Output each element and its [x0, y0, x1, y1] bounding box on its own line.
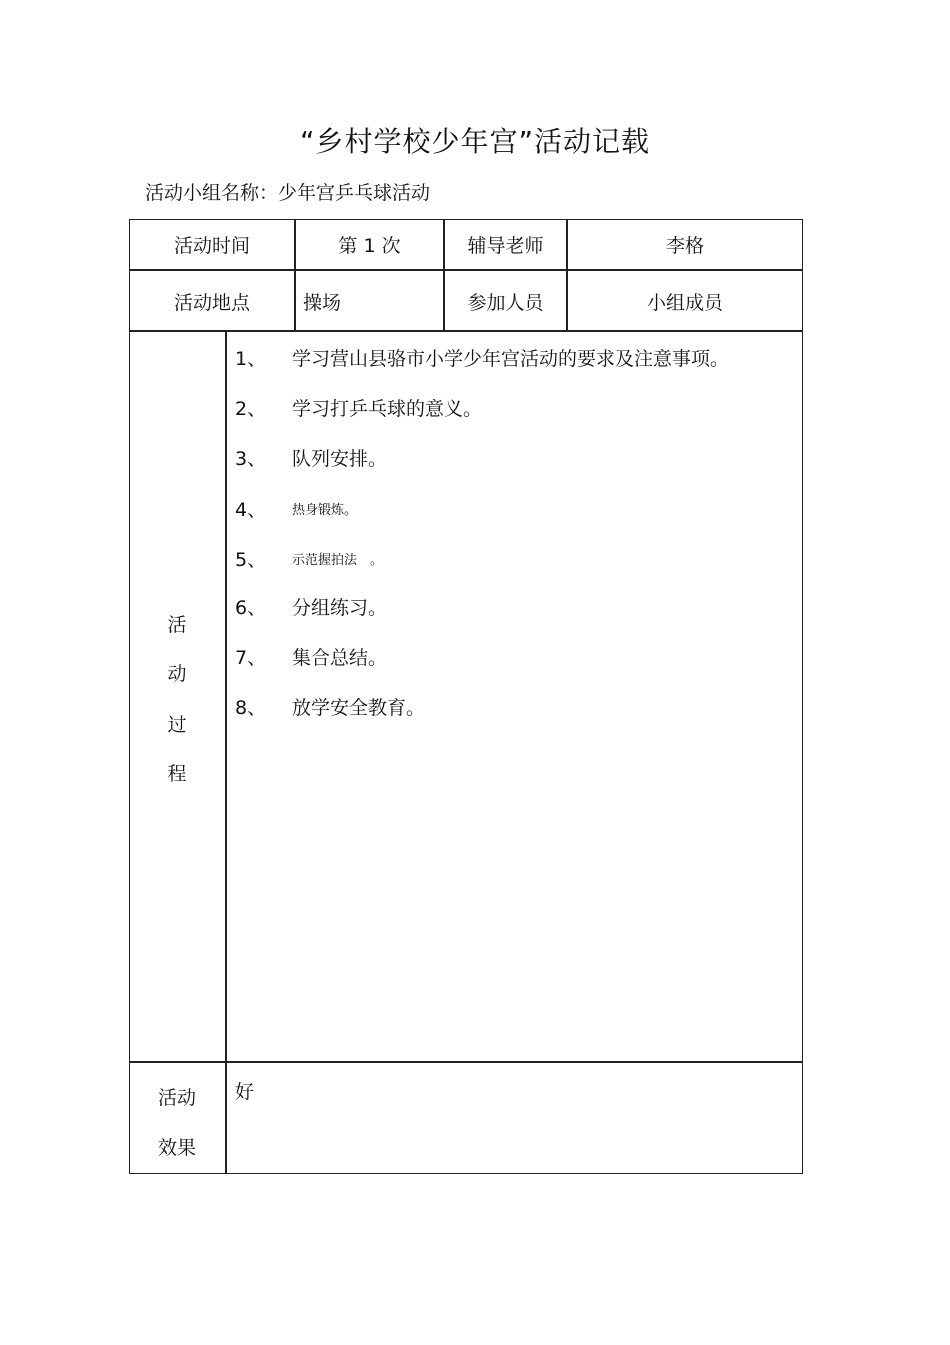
process-label-char-2: 动: [167, 663, 187, 685]
effect-label-line-2: 效果: [157, 1137, 196, 1159]
process-item-text: 示范握拍法 。: [292, 553, 384, 568]
process-item-text: 集合总结。: [292, 647, 388, 669]
teacher-value: 李格: [665, 235, 704, 257]
process-item-number: 8、: [235, 697, 267, 719]
group-name-line: [145, 178, 430, 205]
participants-value: 小组成员: [646, 292, 723, 314]
process-item-number: 6、: [235, 597, 267, 619]
group-name-value: 少年宫乒乓球活动: [278, 182, 431, 204]
row-divider-1: [129, 269, 803, 271]
effect-value: 好: [235, 1081, 255, 1103]
process-item-number: 1、: [235, 348, 267, 370]
activity-time-value: 第 1 次: [338, 235, 401, 257]
process-label-char-1: 活: [167, 614, 187, 636]
process-item-text: 热身锻炼。: [292, 503, 358, 518]
process-item-text: 放学安全教育。: [292, 697, 426, 719]
teacher-label: 辅导老师: [467, 235, 544, 257]
document-title: “乡村学校少年宫”活动记载: [299, 125, 650, 158]
row-divider-2: [129, 330, 803, 332]
process-label-char-4: 程: [167, 763, 187, 785]
process-item-number: 3、: [235, 448, 267, 470]
process-item-number: 2、: [235, 398, 267, 420]
process-item-text: 学习营山县骆市小学少年宫活动的要求及注意事项。: [292, 348, 730, 370]
row-divider-3: [129, 1061, 803, 1063]
activity-place-label: 活动地点: [173, 292, 250, 314]
group-name-label: 活动小组名称：: [145, 182, 279, 204]
process-item-text: 分组练习。: [292, 597, 388, 619]
process-item-number: 4、: [235, 499, 267, 521]
col-divider-label: [225, 330, 227, 1174]
process-item-number: 5、: [235, 549, 267, 571]
process-item-text: 队列安排。: [292, 448, 388, 470]
process-item-text: 学习打乒乓球的意义。: [292, 398, 483, 420]
process-item-number: 7、: [235, 647, 267, 669]
process-label-char-3: 过: [167, 714, 187, 736]
participants-label: 参加人员: [467, 292, 544, 314]
effect-label-line-1: 活动: [157, 1087, 196, 1109]
activity-time-label: 活动时间: [173, 235, 250, 257]
activity-place-value: 操场: [303, 292, 342, 314]
